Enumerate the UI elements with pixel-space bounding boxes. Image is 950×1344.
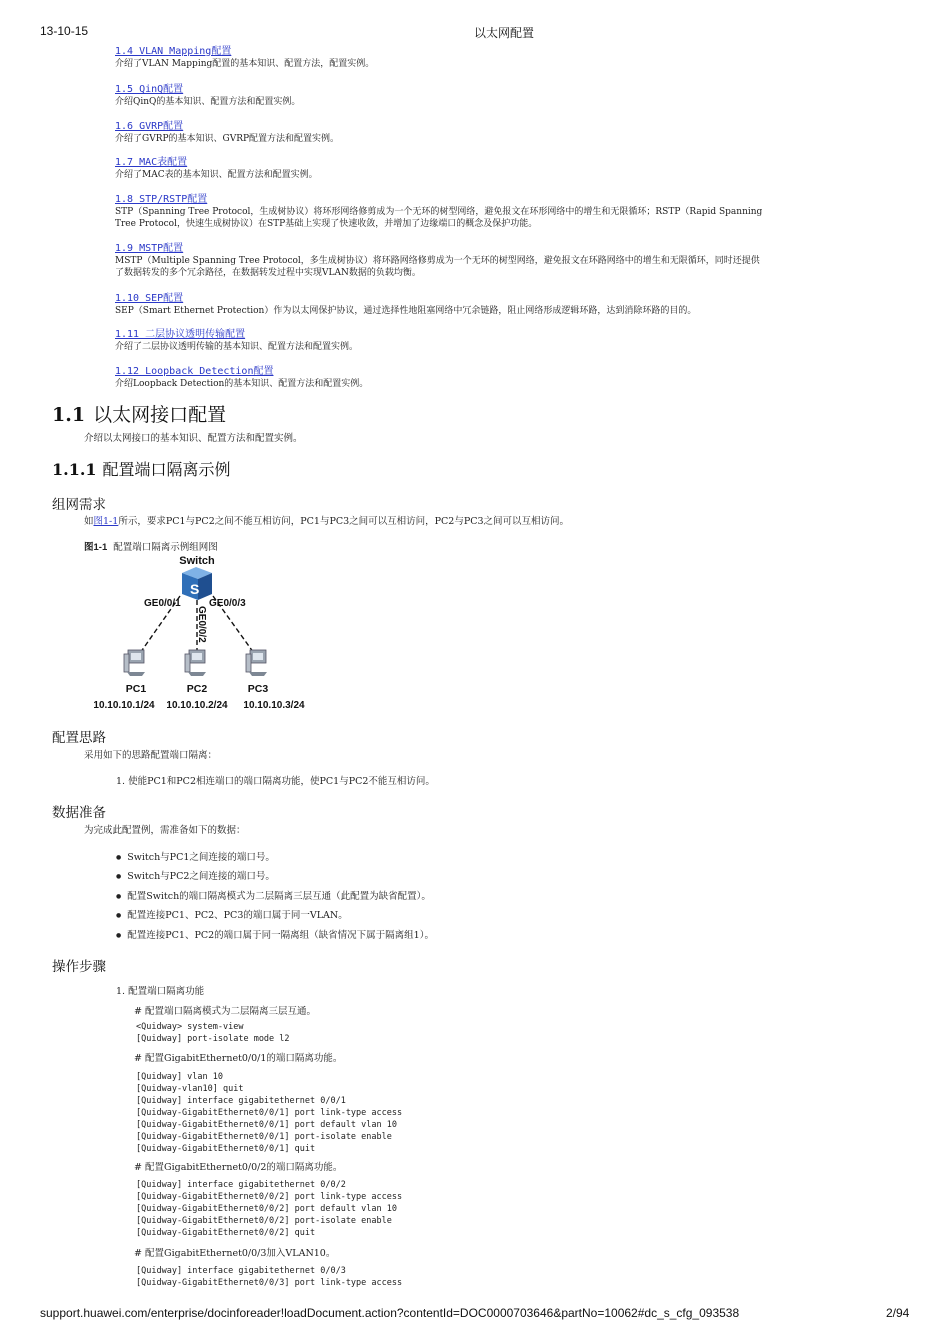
toc-desc: STP（Spanning Tree Protocol，生成树协议）将环形网络修剪成为一个无环的树型网络，避免报文在环形网络中的增生和无限循环；RSTP（Rapid Spanning (115, 207, 763, 217)
code-comment: # 配置GigabitEthernet0/0/1的端口隔离功能。 (134, 1053, 343, 1064)
toc-desc: 介绍Loopback Detection的基本知识、配置方法和配置实例。 (115, 379, 369, 389)
footer-url: support.huawei.com/enterprise/docinforeader!loadDocument.action?contentId=DOC0000703646&partNo=10062#dc_s_cfg_093538 (40, 1306, 740, 1320)
code-block: <Quidway> system-view [Quidway] port-isolate mode l2 (136, 1022, 290, 1044)
pc2-name: PC2 (186, 683, 208, 695)
data-prep-item: ● 配置连接PC1、PC2、PC3的端口属于同一VLAN。 (116, 907, 348, 921)
pc1-name: PC1 (125, 683, 147, 695)
toc-desc: 介绍了GVRP的基本知识、GVRP配置方法和配置实例。 (115, 134, 340, 144)
port-label-ge003: GE0/0/3 (209, 598, 246, 609)
svg-text:S: S (190, 581, 200, 597)
switch-icon (182, 567, 212, 600)
toc-desc: MSTP（Multiple Spanning Tree Protocol，多生成树协议）将环路网络修剪成为一个无环的树型网络，避免报文在环路网络中的增生和无限循环，同时还提供 (115, 256, 760, 266)
figure-caption-text: 配置端口隔离示例组网图 (113, 542, 218, 553)
toc-link[interactable]: 1.9 MSTP配置 (115, 243, 184, 254)
procedure-heading: 操作步骤 (52, 959, 106, 975)
data-prep-item: ● 配置连接PC1、PC2的端口属于同一隔离组（缺省情况下属于隔离组1）。 (116, 927, 434, 941)
toc-entry-qinq (115, 84, 905, 108)
section-title: 以太网接口配置 (93, 404, 227, 426)
pc2-icon (185, 650, 206, 676)
subsection-heading (52, 457, 231, 480)
toc-desc: 介绍QinQ的基本知识、配置方法和配置实例。 (115, 97, 301, 107)
code-comment: # 配置GigabitEthernet0/0/2的端口隔离功能。 (134, 1162, 343, 1173)
toc-link[interactable]: 1.8 STP/RSTP配置 (115, 194, 208, 205)
toc-entry-vlan-mapping (115, 46, 905, 70)
figure-caption-number: 图1-1 (84, 542, 108, 553)
toc-link[interactable]: 1.7 MAC表配置 (115, 157, 188, 168)
pc1-ip: 10.10.10.1/24 (93, 700, 155, 711)
pc3-name: PC3 (247, 683, 269, 695)
toc-entry-l2pt (115, 329, 905, 353)
approach-step: 1. 使能PC1和PC2相连端口的端口隔离功能，使PC1与PC2不能互相访问。 (116, 776, 435, 787)
header-date: 13-10-15 (40, 24, 89, 38)
toc-entry-stp-rstp (115, 194, 905, 230)
toc-entry-mstp (115, 243, 905, 279)
code-block: [Quidway] interface gigabitethernet 0/0/3 [Quidway-GigabitEthernet0/0/3] port link-type access (136, 1266, 403, 1288)
subsection-number: 1.1.1 (52, 460, 97, 479)
header-title: 以太网配置 (474, 26, 535, 40)
requirements-text (84, 516, 569, 528)
pc1-icon (124, 650, 145, 676)
footer-page: 2/94 (886, 1306, 910, 1320)
requirements-post: 所示，要求PC1与PC2之间不能互相访问，PC1与PC3之间可以互相访问，PC2与PC3之间可以互相访问。 (118, 516, 570, 527)
requirements-heading: 组网需求 (52, 497, 106, 513)
port-label-ge001: GE0/0/1 (144, 598, 181, 609)
toc-entry-loopback (115, 366, 905, 390)
network-diagram (80, 552, 330, 716)
code-block: [Quidway] vlan 10 [Quidway-vlan10] quit [Quidway] interface gigabitethernet 0/0/1 [Quidway-GigabitEthernet0/0/1] port link-type access [Quidway-GigabitEthernet0/0/1] port default vlan 10 [Quidway-GigabitEthernet0/0/1] port-isolate enable [Quidway-GigabitEthernet0/0/1] quit (136, 1072, 403, 1154)
toc-desc: 介绍了二层协议透明传输的基本知识、配置方法和配置实例。 (115, 342, 359, 352)
toc-entry-sep (115, 293, 905, 317)
pc3-ip: 10.10.10.3/24 (243, 700, 305, 711)
data-prep-item: ● 配置Switch的端口隔离模式为二层隔离三层互通（此配置为缺省配置）。 (116, 888, 431, 902)
toc-entry-mac (115, 157, 905, 181)
data-prep-intro: 为完成此配置例，需准备如下的数据： (84, 825, 246, 836)
toc-link[interactable]: 1.11 二层协议透明传输配置 (115, 329, 246, 340)
figure-link[interactable]: 图1-1 (93, 516, 119, 527)
toc-link[interactable]: 1.6 GVRP配置 (115, 121, 184, 132)
code-comment: # 配置GigabitEthernet0/0/3加入VLAN10。 (134, 1248, 336, 1259)
toc-desc: 了数据转发的多个冗余路径，在数据转发过程中实现VLAN数据的负载均衡。 (115, 268, 421, 278)
toc-link[interactable]: 1.4 VLAN Mapping配置 (115, 46, 232, 57)
data-prep-item: ● Switch与PC1之间连接的端口号。 (116, 849, 275, 863)
section-heading (52, 400, 226, 427)
data-prep-item: ● Switch与PC2之间连接的端口号。 (116, 868, 275, 882)
toc-desc: 介绍了VLAN Mapping配置的基本知识、配置方法，配置实例。 (115, 59, 375, 69)
pc3-icon (246, 650, 267, 676)
approach-heading: 配置思路 (52, 730, 106, 746)
toc-desc: Tree Protocol，快速生成树协议）在STP基础上实现了快速收敛，并增加了边缘端口的概念及保护功能。 (115, 219, 538, 229)
toc-desc: 介绍了MAC表的基本知识、配置方法和配置实例。 (115, 170, 318, 180)
code-comment: # 配置端口隔离模式为二层隔离三层互通。 (134, 1006, 316, 1017)
code-block: [Quidway] interface gigabitethernet 0/0/2 [Quidway-GigabitEthernet0/0/2] port link-type access [Quidway-GigabitEthernet0/0/2] port default vlan 10 [Quidway-GigabitEthernet0/0/2] port-isolate enable [Quidway-GigabitEthernet0/0/2] quit (136, 1180, 403, 1238)
toc-link[interactable]: 1.12 Loopback Detection配置 (115, 366, 274, 377)
toc-entry-gvrp (115, 121, 905, 145)
pc2-ip: 10.10.10.2/24 (166, 700, 228, 711)
port-label-ge002: GE0/0/2 (196, 606, 207, 643)
section-number: 1.1 (52, 404, 86, 426)
toc-desc: SEP（Smart Ethernet Protection）作为以太网保护协议，通过选择性地阻塞网络中冗余链路，阻止网络形成逻辑环路，达到消除环路的目的。 (115, 306, 697, 316)
subsection-title: 配置端口隔离示例 (102, 460, 231, 479)
toc-link[interactable]: 1.5 QinQ配置 (115, 84, 184, 95)
switch-label: Switch (179, 555, 215, 567)
section-intro: 介绍以太网接口的基本知识、配置方法和配置实例。 (84, 433, 303, 444)
procedure-step-1: 1. 配置端口隔离功能 (116, 986, 205, 997)
figure-caption (84, 539, 218, 553)
approach-intro: 采用如下的思路配置端口隔离： (84, 750, 218, 761)
toc-link[interactable]: 1.10 SEP配置 (115, 293, 184, 304)
requirements-pre: 如 (84, 516, 94, 527)
data-prep-heading: 数据准备 (52, 805, 106, 821)
